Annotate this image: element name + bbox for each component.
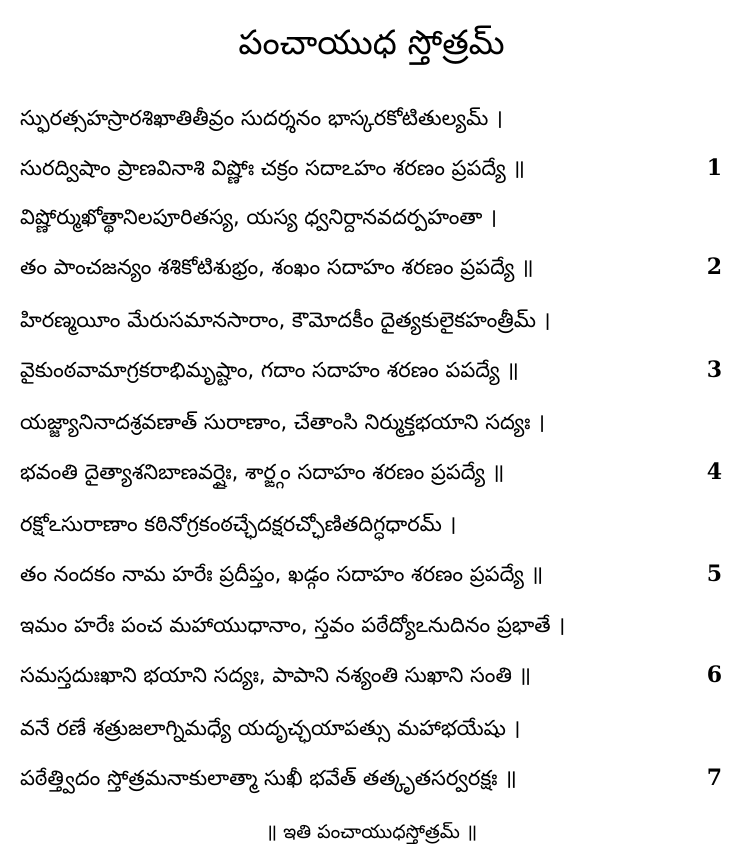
verse-text: సురద్విషాం ప్రాణవినాశి విష్ణోః చక్రం సదాఽహం శరణం ప్రపద్యే ॥	[20, 156, 525, 180]
verse-text: రక్షోఽసురాణాం కఠినోగ్రకంఠచ్ఛేదక్షరచ్ఛోణితదిగ్ధధారమ్ ।	[20, 512, 457, 536]
stanza-7	[20, 706, 730, 806]
verse-line	[20, 603, 730, 653]
verse-number: 7	[706, 765, 722, 791]
verse-line	[20, 552, 730, 602]
verse-text: పఠేత్త్విదం స్తోత్రమనాకులాత్మా సుఖీ భవేత్ తత్కృతసర్వరక్షః ॥	[20, 766, 517, 790]
verse-line	[20, 653, 730, 703]
verse-line	[20, 400, 730, 450]
stanza-1	[20, 96, 730, 196]
closing-colophon: ॥ ఇతి పంచాయుధస్తోత్రమ్ ॥	[265, 821, 478, 843]
verse-text: వైకుంఠవామాగ్రకరాభిమృష్టాం, గదాం సదాహం శరణం పపద్యే ॥	[20, 358, 519, 382]
verse-line	[20, 96, 730, 146]
stanza-5	[20, 502, 730, 602]
verse-line	[20, 502, 730, 552]
verse-number: 1	[706, 155, 722, 181]
verse-text: యజ్జ్యానినాదశ్రవణాత్ సురాణాం, చేతాంసి నిర్ముక్తభయాని సద్యః ।	[20, 410, 546, 434]
page-title: పంచాయుధ స్తోత్రమ్	[238, 23, 505, 63]
verse-line	[20, 146, 730, 196]
verse-text: తం నందకం నామ హరేః ప్రదీప్తం, ఖడ్గం సదాహం శరణం ప్రపద్యే ॥	[20, 562, 544, 586]
stanza-3	[20, 298, 730, 398]
verse-text: సమస్తదుఃఖాని భయాని సద్యః, పాపాని నశ్యంతి సుఖాని సంతి ॥	[20, 663, 532, 687]
verse-number: 5	[706, 561, 722, 587]
verse-line	[20, 195, 730, 245]
stanza-2	[20, 195, 730, 295]
verse-number: 6	[706, 662, 722, 688]
verse-line	[20, 348, 730, 398]
verse-number: 4	[706, 459, 722, 485]
verse-text: తం పాంచజన్యం శశికోటిశుభ్రం, శంఖం సదాహం శరణం ప్రపద్యే ॥	[20, 255, 534, 279]
verse-text: భవంతి దైత్యాశనిబాణవర్షైః, శార్ఙ్గం సదాహం శరణం ప్రపద్యే ॥	[20, 460, 505, 484]
verse-line	[20, 450, 730, 500]
verse-text: హిరణ్మయీం మేరుసమానసారాం, కౌమోదకీం దైత్యకులైకహంత్రీమ్ ।	[20, 308, 551, 332]
stanza-4	[20, 400, 730, 500]
verse-text: వనే రణే శత్రుజలాగ్నిమధ్యే యదృచ్ఛయాపత్సు మహాభయేషు ।	[20, 716, 521, 740]
stanza-6	[20, 603, 730, 703]
verse-text: స్ఫురత్సహస్రారశిఖాతితీవ్రం సుదర్శనం భాస్కరకోటితుల్యమ్ ।	[20, 106, 503, 130]
verse-line	[20, 245, 730, 295]
verse-line	[20, 706, 730, 756]
verse-number: 3	[706, 357, 722, 383]
verse-line	[20, 298, 730, 348]
verse-number: 2	[706, 254, 722, 280]
verse-text: ఇమం హరేః పంచ మహాయుధానాం, స్తవం పఠేద్యోఽనుదినం ప్రభాతే ।	[20, 613, 566, 637]
verse-line	[20, 756, 730, 806]
verse-text: విష్ణోర్ముఖోత్థానిలపూరితస్య, యస్య ధ్వనిర్దానవదర్పహంతా ।	[20, 205, 498, 229]
